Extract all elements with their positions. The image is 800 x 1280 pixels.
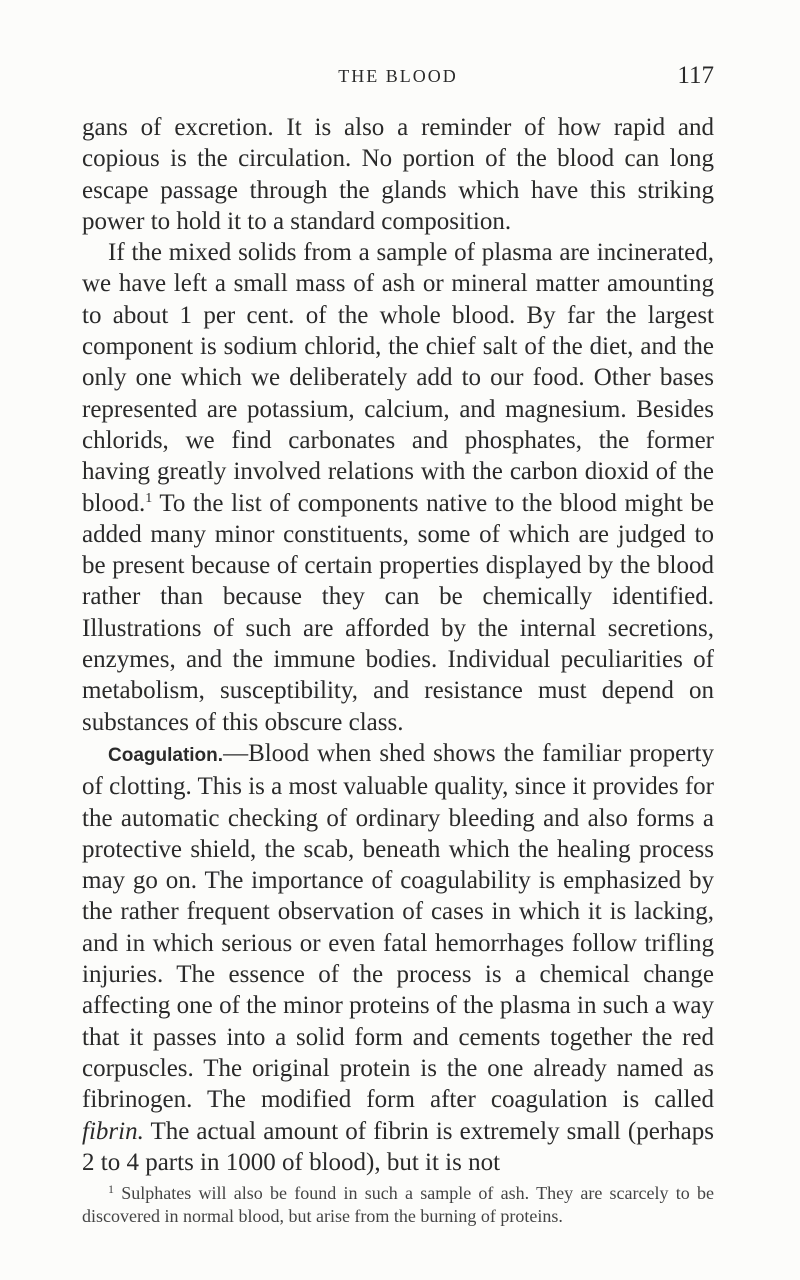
footnote	[82, 1182, 714, 1227]
page-header	[82, 62, 714, 96]
paragraph-text: gans of excretion. It is also a reminder of how rapid and copious is the circulation. No portion of the blood can long escape passage through the glands which have this striking power to hold it to a standard composition.	[82, 114, 714, 235]
paragraph-text: —Blood when shed shows the familiar property of clotting. This is a most valuable quality, since it provides for the automatic checking of ordinary bleeding and also forms a protective shield, the scab, beneath which the healing process may go on. The importance of coagulability is emphasized by the rather frequent observation of cases in which it is lacking, and in which serious or even fatal hemorrhages follow trifling injuries. The essence of the process is a chemical change affecting one of the minor proteins of the plasma in such a way that it passes into a solid form and cements together the red corpuscles. The original protein is the one already named as fibrinogen. The modified form after coagulation is called	[82, 739, 714, 1114]
book-page	[82, 62, 714, 1227]
footnote-paragraph	[82, 1182, 714, 1227]
paragraph-text: If the mixed solids from a sample of plasma are incinerated, we have left a small mass of ash or mineral matter amounting to about 1 per cent. of the whole blood. By far the largest component is sodium chlorid, the chief salt of the diet, and the only one which we deliberately add to our food. Other bases represented are potassium, calcium, and magnesium. Besides chlorids, we find carbonates and phosphates, the former having greatly involved relations with the carbon dioxid of the blood.	[82, 239, 714, 517]
paragraph-mineral-matter	[82, 237, 714, 738]
running-head: THE BLOOD	[338, 66, 458, 86]
italic-term: fibrin.	[82, 1117, 144, 1145]
paragraph-continued	[82, 112, 714, 237]
paragraph-text: To the list of components native to the blood might be added many minor constituents, some of which are judged to be present because of certain properties displayed by the blood rather than because they can be chemically identified. Illustrations of such are afforded by the internal secretions, enzymes, and the immune bodies. Individual peculiarities of metabolism, susceptibility, and resistance must depend on substances of this obscure class.	[82, 489, 714, 736]
body-text	[82, 112, 714, 1178]
footnote-text: Sulphates will also be found in such a sample of ash. They are scarcely to be discovered in normal blood, but arise from the burning of proteins.	[82, 1183, 714, 1226]
paragraph-coagulation	[82, 738, 714, 1178]
paragraph-text: The actual amount of fibrin is extremely small (perhaps 2 to 4 parts in 1000 of blood), but it is not	[82, 1117, 714, 1176]
footnote-marker: 1	[108, 1182, 114, 1197]
section-heading: Coagulation.	[108, 744, 224, 766]
footnote-reference: 1	[145, 490, 153, 506]
page-number: 117	[677, 62, 714, 89]
